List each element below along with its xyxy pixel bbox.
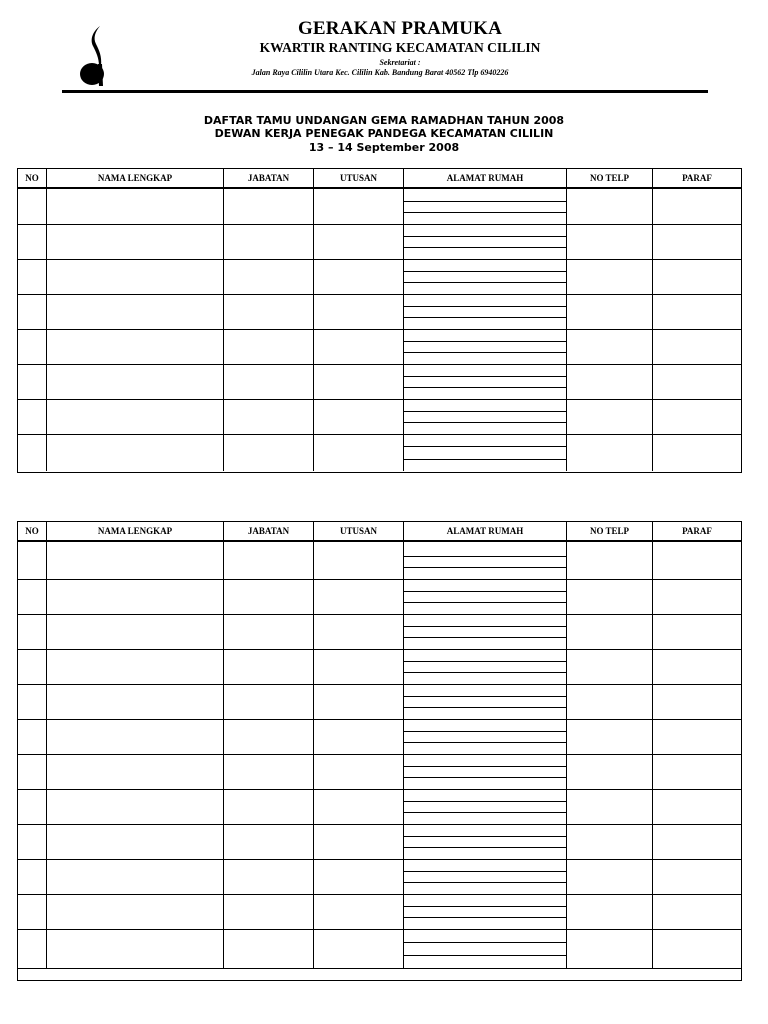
address-writing-line xyxy=(404,626,566,627)
table-row xyxy=(18,789,741,790)
col-header-paraf: PARAF xyxy=(682,173,712,183)
column-divider xyxy=(403,169,404,471)
address-writing-line xyxy=(404,591,566,592)
address-writing-line xyxy=(404,376,566,377)
guest-table-1 xyxy=(17,168,742,473)
column-divider xyxy=(652,522,653,968)
address-writing-line xyxy=(404,212,566,213)
address-writing-line xyxy=(404,247,566,248)
guest-table-2 xyxy=(17,521,742,981)
address-writing-line xyxy=(404,955,566,956)
table-row xyxy=(18,649,741,650)
table-row xyxy=(18,614,741,615)
address-writing-line xyxy=(404,766,566,767)
address-writing-line xyxy=(404,317,566,318)
table-row xyxy=(18,399,741,400)
header-divider xyxy=(62,90,708,93)
table-row xyxy=(18,968,741,969)
address-writing-line xyxy=(404,459,566,460)
col-header-utusan: UTUSAN xyxy=(339,173,377,183)
address-writing-line xyxy=(404,777,566,778)
address-writing-line xyxy=(404,282,566,283)
address-writing-line xyxy=(404,602,566,603)
tunas-kelapa-logo-icon xyxy=(76,24,110,88)
address-writing-line xyxy=(404,871,566,872)
address-writing-line xyxy=(404,556,566,557)
table-row xyxy=(18,684,741,685)
col-header-no: NO xyxy=(25,173,39,183)
doc-title-line2: DEWAN KERJA PENEGAK PANDEGA KECAMATAN CILILIN xyxy=(214,127,554,140)
col-header-nama: NAMA LENGKAP xyxy=(97,173,173,183)
col-header-telp: NO TELP xyxy=(589,526,630,536)
doc-title-line1: DAFTAR TAMU UNDANGAN GEMA RAMADHAN TAHUN 2008 xyxy=(203,114,565,127)
doc-title-date: 13 – 14 September 2008 xyxy=(308,141,460,154)
address-writing-line xyxy=(404,306,566,307)
table-row xyxy=(18,894,741,895)
org-subtitle: KWARTIR RANTING KECAMATAN CILILIN xyxy=(259,40,541,55)
col-header-no: NO xyxy=(25,526,39,536)
column-divider xyxy=(46,522,47,968)
column-divider xyxy=(313,522,314,968)
address-writing-line xyxy=(404,201,566,202)
column-divider xyxy=(652,169,653,471)
address-writing-line xyxy=(404,387,566,388)
address-writing-line xyxy=(404,271,566,272)
address-writing-line xyxy=(404,836,566,837)
column-divider xyxy=(313,169,314,471)
col-header-paraf: PARAF xyxy=(682,526,712,536)
address-writing-line xyxy=(404,422,566,423)
column-divider xyxy=(566,169,567,471)
address-writing-line xyxy=(404,352,566,353)
address-writing-line xyxy=(404,742,566,743)
address-writing-line xyxy=(404,341,566,342)
address-writing-line xyxy=(404,707,566,708)
column-divider xyxy=(223,522,224,968)
address-writing-line xyxy=(404,637,566,638)
address-writing-line xyxy=(404,672,566,673)
column-divider xyxy=(566,522,567,968)
table-row xyxy=(18,719,741,720)
address-writing-line xyxy=(404,411,566,412)
address-writing-line xyxy=(404,801,566,802)
table-row xyxy=(18,754,741,755)
address-writing-line xyxy=(404,942,566,943)
table-header xyxy=(18,169,741,189)
table-row xyxy=(18,859,741,860)
col-header-telp: NO TELP xyxy=(589,173,630,183)
address-writing-line xyxy=(404,236,566,237)
address-writing-line xyxy=(404,882,566,883)
table-row xyxy=(18,579,741,580)
col-header-alamat: ALAMAT RUMAH xyxy=(446,173,524,183)
address-writing-line xyxy=(404,906,566,907)
secretariat-label: Sekretariat : xyxy=(379,58,421,67)
org-name: GERAKAN PRAMUKA xyxy=(297,18,503,39)
address-writing-line xyxy=(404,731,566,732)
table-row xyxy=(18,294,741,295)
col-header-jabatan: JABATAN xyxy=(247,526,290,536)
table-row xyxy=(18,259,741,260)
col-header-alamat: ALAMAT RUMAH xyxy=(446,526,524,536)
col-header-nama: NAMA LENGKAP xyxy=(97,526,173,536)
address-writing-line xyxy=(404,847,566,848)
table-row xyxy=(18,824,741,825)
address-writing-line xyxy=(404,446,566,447)
table-header xyxy=(18,522,741,542)
column-divider xyxy=(403,522,404,968)
org-address: Jalan Raya Cililin Utara Kec. Cililin Kab. Bandung Barat 40562 Tlp 6940226 xyxy=(251,68,509,77)
table-row xyxy=(18,434,741,435)
col-header-utusan: UTUSAN xyxy=(339,526,377,536)
col-header-jabatan: JABATAN xyxy=(247,173,290,183)
column-divider xyxy=(223,169,224,471)
address-writing-line xyxy=(404,661,566,662)
table-row xyxy=(18,929,741,930)
address-writing-line xyxy=(404,696,566,697)
table-row xyxy=(18,329,741,330)
address-writing-line xyxy=(404,567,566,568)
column-divider xyxy=(46,169,47,471)
table-row xyxy=(18,224,741,225)
table-row xyxy=(18,364,741,365)
address-writing-line xyxy=(404,812,566,813)
address-writing-line xyxy=(404,917,566,918)
